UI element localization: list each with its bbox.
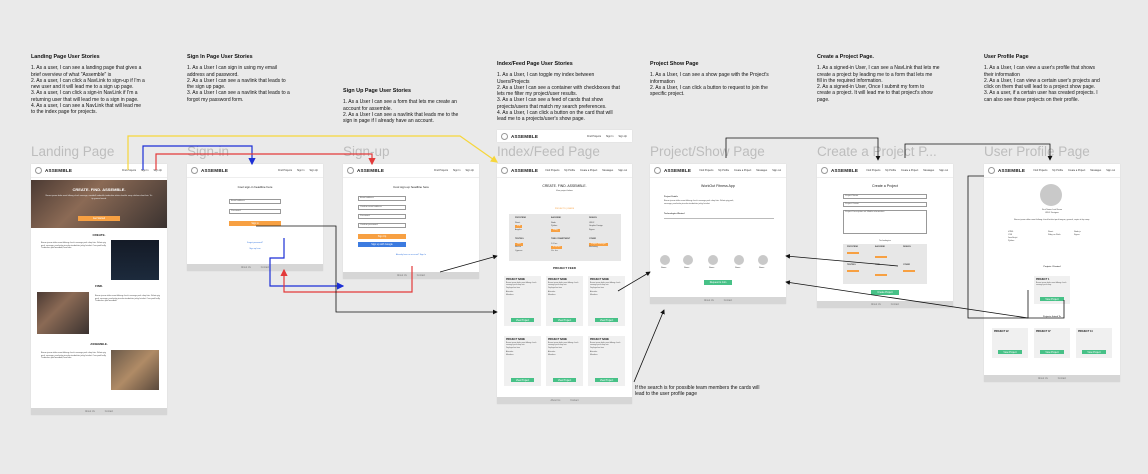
story-line: 1. As a signed-in User, I can see a NavLink that lets me [817,65,940,72]
filter-checkbox[interactable]: 5-10 hrs [553,246,561,248]
footer-link-about[interactable]: About Us [84,410,95,413]
frame-title-signin: Sign-in [187,144,230,159]
footer-link-about[interactable]: About Us [550,399,561,402]
technologies-heading: Technologies [879,240,891,242]
story-line: 1. As a User, I can view a user's profile that shows [984,65,1096,72]
filter-checkbox[interactable]: 1-5 hrs [551,243,558,245]
filter-checkbox[interactable]: Figma [589,229,595,231]
card-field: Attendee [548,290,556,293]
card-text: Bacon ipsum dolor amet biltong chuck sausage pork chop loin. [548,282,579,287]
skill-item: Node.js [1074,231,1081,233]
story-line: 1. As a User, I can see a show page with the Project's [650,72,769,79]
hero-text: Bacon ipsum dolor amet biltong chuck sausage, meatball andouille tenderloin sirloin shankle rump chicken short loin. Tri-tip ground round. [45,195,153,200]
connector-profile-nav [905,144,1050,160]
card-title: PROJECT NAME [590,338,609,341]
skill-item: React [1048,231,1054,233]
footer-link-contact[interactable]: Contact [1057,377,1067,380]
footer-link-about[interactable]: About Us [870,303,881,306]
password-field[interactable]: Password [229,209,281,214]
view-project-button[interactable]: View Project [595,318,618,322]
frame-title-profile: User Profile Page [984,144,1090,159]
nav-link-create-project[interactable]: Create a Project [1068,169,1086,172]
card-text: Bacon ipsum dolor amet biltong chuck sausage pork chop. [1036,282,1067,287]
projects-created-heading: Projects I Created [1043,266,1061,268]
nav-link-sign-in[interactable]: Sign In [606,134,614,138]
story-line: the sign up page. [187,84,226,91]
create-project-button[interactable]: Create Project [871,290,899,295]
view-project-button[interactable]: View Project [511,318,534,322]
frame-title-show: Project/Show Page [650,144,765,159]
filter-heading: BACKEND [551,217,561,219]
story-line: 3. As a User I can see a feed of cards that show [497,97,604,104]
view-project-button[interactable]: View Project [553,378,576,382]
filter-checkbox[interactable]: Cypress [515,250,523,252]
card-field: Members [590,353,598,356]
google-signup-button[interactable]: Sign up with Google [358,242,406,247]
story-line: fill in the required information. [817,77,883,84]
connector-signin-to-index [256,226,497,312]
connector-index-to-show [618,272,650,291]
view-project-button[interactable]: View Project [1040,350,1064,354]
card-text: Bacon ipsum dolor amet biltong chuck sausage pork chop loin. [590,282,621,287]
nav-link-sign-in[interactable]: Sign In [297,169,305,172]
project-feed-title: PROJECT FEED [552,266,576,270]
filter-checkbox[interactable]: Project Manager [591,243,606,245]
nav-link-find-projects[interactable]: Find Projects [1033,169,1048,172]
nav-link-sign-up[interactable]: Sign Up [309,169,318,172]
nav-link-sign-out[interactable]: Sign out [772,169,781,172]
view-project-button[interactable]: View Project [998,350,1022,354]
footer-link-about[interactable]: About Us [240,266,251,269]
card-field: Attendee [506,290,514,293]
confirm-password-field[interactable]: Confirm password [358,223,406,228]
footer-link-contact[interactable]: Contact [723,299,733,302]
project-description-field[interactable]: Project Description w/ fillable information [843,210,927,234]
footer-link-contact[interactable]: Contact [104,410,114,413]
nav-link-sign-in[interactable]: Sign In [141,169,149,172]
frame-title-create: Create a Project P... [817,144,937,159]
nav-link-create-project[interactable]: Create a Project [734,169,752,172]
connector-profile-loop [968,176,1064,318]
filter-heading: TESTING [515,238,524,240]
card-field: Members [506,353,514,356]
nav-link-find-projects[interactable]: Find Projects [587,134,602,138]
nav-link-find-projects[interactable]: Find Projects [866,169,881,172]
filter-checkbox[interactable]: UI/UX [589,222,595,224]
member-name: Name [759,267,765,269]
card-field: Deployed on time [590,287,604,290]
filter-checkbox[interactable]: Graphic Design [589,225,603,227]
filter-checkbox[interactable]: Python [551,225,558,227]
nav-link-sign-out[interactable]: Sign out [1106,169,1115,172]
story-line: 3. As a user, if a certain user has created projects. I [984,90,1098,97]
profile-bio: Bacon ipsum dolor amet biltong chuck brisket pork tongue, ground, cupim tri tip rump. [1014,219,1090,221]
signup-button[interactable]: Sign Up [358,234,406,239]
filter-heading: DESIGN [589,217,597,219]
project-owner-field[interactable]: Project Owner [843,202,927,207]
profile-name: First Name Last Name [1041,209,1062,211]
connector-signin-to-signup [270,238,343,286]
view-project-button[interactable]: View Project [595,378,618,382]
nav-link-sign-up[interactable]: Sign Up [618,134,627,138]
skill-item: Ruby on Rails [1048,234,1061,236]
nav-link-sign-up[interactable]: Sign Up [153,169,162,172]
view-project-button[interactable]: View Project [1040,297,1064,301]
filter-checkbox[interactable]: Marketing [589,246,598,248]
member-name: Name [684,267,690,269]
story-line: create a project by leading me to a form that lets me [817,71,933,78]
brand-logo-text: ASSEMBLE [664,168,692,173]
card-title: PROJECT NAME [548,338,567,341]
projects-joined-heading: Projects Joined To [1043,316,1061,318]
nav-link-create-project[interactable]: Create a Project [580,169,598,172]
story-line: returning user that will lead me to a sign in page. [31,96,139,103]
request-to-join-button[interactable]: Request to Join [704,280,732,285]
story-line: brief overview of what "Assemble" is [31,71,112,78]
story-line: sign in page if I already have an account. [343,118,434,125]
footer-link-about[interactable]: About Us [396,274,407,277]
story-line: 4. As a user, I can see a NavLink that will lead me [31,103,142,110]
story-title: Landing Page User Stories [31,54,100,60]
filter-checkbox[interactable]: React [515,222,521,224]
story-line: 3. As a User I can see a navlink that leads to a [187,90,290,97]
story-line: new user and it will lead me to a sign up page. [31,84,134,91]
filter-checkbox[interactable]: 10+ hrs [551,250,558,252]
card-text: Bacon ipsum dolor amet biltong chuck sausage pork chop loin. [506,282,537,287]
forgot-password-link[interactable]: Forgot password? [246,242,263,244]
brand-logo-text: ASSEMBLE [998,168,1026,173]
section-text-assemble: Bacon ipsum dolor amet biltong chuck sausage pork chop loin. Sirloin pig pork, sausage, porchetta picanha tenderloin jerky, brisket. Cow pork belly. Turducken jowl meatball, beef ribs. [41,352,107,360]
story-line: can also see those projects on their profile. [984,96,1080,103]
story-line: 1. As a user, I can see a landing page that gives a [31,65,142,72]
nav-link-find-projects[interactable]: Find Projects [278,169,293,172]
filter-heading: TIME COMMITMENT [551,238,571,240]
card-field: Deployed on time [548,287,562,290]
story-line: 2. As a User I can see a navlink that leads to [187,77,286,84]
password-field[interactable]: Password [358,214,406,219]
view-project-button[interactable]: View Project [511,378,534,382]
card-field: Deployed on time [590,347,604,350]
story-line: 1. As a User, I can toggle my index between [497,72,595,79]
member-name: Name [709,267,715,269]
footer-link-about[interactable]: About Us [703,299,714,302]
connector-signup-to-index [440,256,497,272]
card-field: Attendee [548,350,556,353]
story-line: their information [984,71,1020,78]
story-line: lets me filter my project/user results. [497,91,578,98]
card-title: PROJECT NAME [548,278,567,281]
section-text-create: Bacon ipsum dolor amet biltong chuck sausage pork chop loin. Sirloin pig pork, sausage, porchetta picanha tenderloin jerky, brisket. Cow pork belly. Turducken jowl meatball, beef ribs. [41,242,107,250]
section-heading-create: CREATE. [92,233,106,237]
story-line: address and password. [187,71,239,78]
nav-link-my-profile[interactable]: My Profile [885,169,897,172]
card-field: Members [590,293,598,296]
nav-link-find-projects[interactable]: Find Projects [434,169,449,172]
card-field: Attendee [590,290,598,293]
story-line: forgot my password form. [187,96,244,103]
card-field: Deployed on time [506,287,520,290]
story-line: 2. As a User, I can view a certain user's projects and [984,77,1100,84]
signin-link[interactable]: Already have an account? Sign In [396,254,426,256]
filter-heading: OTHER [589,238,596,240]
connector-create-nav [726,138,878,160]
story-line: create a project. It will lead me to that project's show [817,90,933,97]
section-heading-assemble: ASSEMBLE. [90,342,108,346]
skill-item: JavaScript [1008,237,1018,239]
category-heading: DESIGN [903,246,911,248]
brand-logo-text: ASSEMBLE [831,168,859,173]
signup-headline: Cool sign-up headline here [393,185,429,189]
card-text: Bacon ipsum dolor amet biltong chuck sausage pork chop loin. [506,342,537,347]
connector-index-to-profile-note [634,310,664,382]
hero-title: CREATE. FIND. ASSEMBLE. [72,187,126,192]
category-heading: FRONTEND [847,246,859,248]
nav-link-sign-out[interactable]: Sign out [939,169,948,172]
story-line: 2. As a User I can see a navlink that leads me to the [343,111,459,118]
story-line: projects/users that match my search preferences. [497,103,607,110]
nav-link-my-profile[interactable]: My Profile [1052,169,1064,172]
story-line: 2. As a User, I can click a button to request to join the [650,84,768,91]
nav-link-messages[interactable]: Messages [1090,169,1102,172]
story-title: Sign Up Page User Stories [343,88,412,94]
card-field: Members [548,293,556,296]
story-title: User Profile Page [984,54,1029,60]
story-title: Create a Project Page. [817,54,874,60]
project-name-field[interactable]: Project Name [843,194,927,199]
nav-link-messages[interactable]: Messages [756,169,768,172]
filter-checkbox[interactable]: Jest [517,243,521,245]
confirm-email-field[interactable]: Confirm email address [358,205,406,210]
footer-link-contact[interactable]: Contact [570,399,579,402]
footer-link-contact[interactable]: Contact [890,303,900,306]
card-title: PROJECT 1 [1036,278,1050,281]
category-heading: TESTING [847,264,856,266]
card-title: PROJECT 14 [1078,330,1093,333]
card-field: Members [548,353,556,356]
frame-title-landing: Landing Page [31,144,115,159]
project-details-heading: Project Details [664,196,678,198]
signin-headline: Cool sign-in headline here [237,185,273,189]
card-field: Members [506,293,514,296]
story-line: 2. As a signed-in User, Once I submit my form to [817,84,925,91]
nav-link-messages[interactable]: Messages [923,169,935,172]
nav-link-find-projects[interactable]: Find Projects [699,169,714,172]
nav-link-my-profile[interactable]: My Profile [564,169,576,172]
story-line: specific project. [650,91,685,98]
story-line: 3. As a user, I can click a sign-in NavLink if I'm a [31,90,138,97]
nav-link-sign-in[interactable]: Sign In [453,169,461,172]
hero-get-started-button[interactable]: Get Started [78,216,120,221]
index-title: CREATE. FIND. ASSEMBLE. [542,184,587,188]
card-title: PROJECT NAME [506,278,525,281]
story-title: Index/Feed Page User Stories [497,61,573,67]
connector-create-to-show [786,256,898,266]
tech-wanted-heading: Technologies Wanted [664,213,685,215]
member-name: Name [661,267,667,269]
story-line: Users/Projects [497,78,530,85]
project-description: Bacon ipsum dolor amet biltong chuck sausage pork chop loin. Sirloin pig pork, sausage, porchetta picanha tenderloin jerky, brisket. [664,200,734,205]
story-line: page. [817,96,830,103]
story-line: lead me to a projects/user's show page. [497,116,585,123]
connector-profile-to-show [786,282,1028,318]
nav-link-sign-out[interactable]: Sign out [618,169,627,172]
skill-item: Figma [1074,234,1080,236]
section-text-find: Bacon ipsum dolor amet biltong chuck sausage pork chop loin. Sirloin pig pork, sausage, porchetta picanha tenderloin jerky, brisket. Cow pork belly. Turducken jowl meatball. [95,295,161,303]
skill-item: CSS [1008,234,1013,236]
filter-checkbox[interactable]: Angular [515,229,522,231]
story-title: Project Show Page [650,61,699,67]
story-line: account for assemble. [343,105,392,112]
story-line: 1. As a User I can see a form that lets me create an [343,99,457,106]
signup-link[interactable]: Sign up here [249,248,261,250]
profile-role: UI/UX Designer [1045,212,1059,214]
connector-landing-to-index [128,136,497,170]
card-text: Bacon ipsum dolor amet biltong chuck sausage pork chop loin. [590,342,621,347]
story-line: 2. As a User I can see a container with checkboxes that [497,84,620,91]
story-title: Sign In Page User Stories [187,54,253,60]
category-heading: BACKEND [875,246,885,248]
index-subtitle: View project below. [555,190,574,192]
email-field[interactable]: Email address [358,196,406,201]
card-field: Deployed on time [548,347,562,350]
signin-button[interactable]: Sign in [229,221,281,226]
story-line: click on them that will lead to a project show page. [984,84,1096,91]
story-line: 1. As a User I can sign in using my email [187,65,278,72]
nav-link-create-project[interactable]: Create a Project [901,169,919,172]
story-line: information [650,78,675,85]
footer-link-contact[interactable]: Contact [416,274,426,277]
nav-link-find-projects[interactable]: Find Projects [545,169,560,172]
card-title: PROJECT NAME [506,338,525,341]
nav-link-messages[interactable]: Messages [602,169,614,172]
skill-item: HTML [1008,231,1014,233]
frame-title-signup: Sign-up [343,144,390,159]
footer-link-about[interactable]: About Us [1037,377,1048,380]
connector-signup-to-signin [284,266,412,292]
skill-item: Python [1008,240,1015,242]
footer-link-contact[interactable]: Contact [260,266,270,269]
brand-logo-text: ASSEMBLE [201,168,229,173]
card-title: PROJECT 22 [994,330,1009,333]
story-line: 4. As a User, I can click a button on the card that will [497,110,613,117]
view-project-button[interactable]: View Project [1082,350,1106,354]
category-heading: OTHER [903,264,910,266]
flow-annotation: If the search is for possible team members the cards will lead to the user profile page [635,385,760,397]
filter-heading: FRONTEND [515,217,527,219]
create-project-title: Create a Project [872,184,898,188]
connector-landing-to-signin [143,146,252,170]
card-title: PROJECT 47 [1036,330,1051,333]
filter-checkbox[interactable]: Vue [517,225,521,227]
projects-users-toggle[interactable]: PROJECTS | USERS [554,208,575,210]
email-field[interactable]: Email address [229,199,281,204]
frame-title-index: Index/Feed Page [497,144,600,159]
brand-logo-text: ASSEMBLE [357,168,385,173]
section-heading-find: FIND. [95,284,103,288]
filter-checkbox[interactable]: Ruby [553,229,558,231]
nav-link-my-profile[interactable]: My Profile [718,169,730,172]
card-title: PROJECT NAME [590,278,609,281]
story-line: to the index page for projects. [31,109,97,116]
nav-link-find-projects[interactable]: Find Projects [122,169,137,172]
brand-logo-text: ASSEMBLE [45,168,73,173]
filter-checkbox[interactable]: Node [551,222,556,224]
member-name: Name [735,267,741,269]
brand-logo-text: ASSEMBLE [511,133,539,139]
category-heading: TIME [875,264,880,266]
nav-link-sign-up[interactable]: Sign Up [465,169,474,172]
view-project-button[interactable]: View Project [553,318,576,322]
card-field: Attendee [506,350,514,353]
card-field: Deployed on time [506,347,520,350]
brand-logo-text: ASSEMBLE [511,168,539,173]
story-line: 2. As a user, I can click a NavLink to sign-up if I'm a [31,77,145,84]
project-title: WorkOut Fitness App [701,184,735,188]
connector-landing-to-signup [156,154,372,170]
card-text: Bacon ipsum dolor amet biltong chuck sausage pork chop loin. [548,342,579,347]
card-field: Attendee [590,350,598,353]
filter-checkbox[interactable]: Mocha [515,246,522,248]
